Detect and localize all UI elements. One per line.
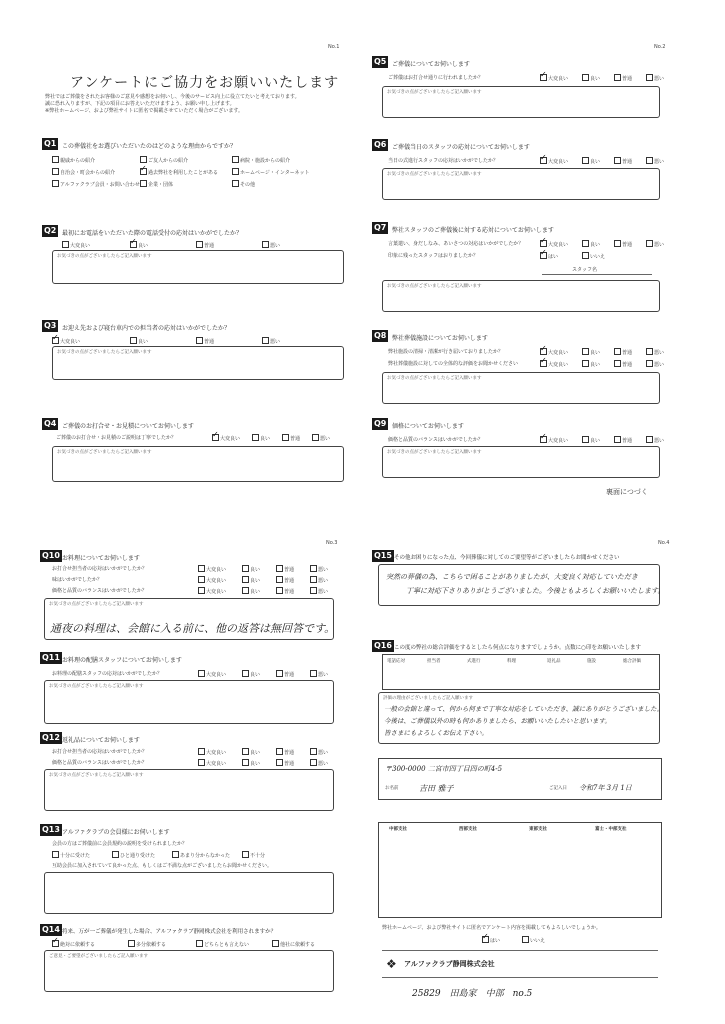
q11-option[interactable]: 大変良い xyxy=(198,670,226,678)
region-header: 富士・中部支社 xyxy=(595,827,627,832)
q12-sub: お打合せ担当者の応対はいかがでしたか？ xyxy=(52,749,148,755)
q16-category: 料理 xyxy=(507,659,516,664)
q10-option[interactable]: 大変良い xyxy=(198,565,226,573)
q7-staff-line xyxy=(542,274,652,275)
q9-option[interactable]: 悪い xyxy=(646,436,664,444)
q10-comment-box[interactable]: お気づきの点がございましたらご記入願います xyxy=(44,598,334,640)
q4-option[interactable]: 普通 xyxy=(282,434,300,442)
q8-option[interactable]: 良い xyxy=(582,348,600,356)
continue-note: 裏面につづく xyxy=(606,488,648,496)
q12-text: 返礼品についてお伺いします xyxy=(62,737,140,744)
q5-sub: ご葬儀はお打合せ通りに行われましたか？ xyxy=(388,75,484,81)
q14-option[interactable]: どちらとも言えない xyxy=(196,940,249,948)
consent-text: 弊社ホームページ、および弊社サイトに匿名でアンケート内容を掲載してもよろしいでしょうか。 xyxy=(382,925,601,931)
page-1 xyxy=(0,0,362,512)
q1-option[interactable]: 親戚からの紹介 xyxy=(52,156,95,164)
q15-text: その他お困りになった点、今回葬儀に対してのご要望等がございましたらお聞かせください xyxy=(394,555,620,561)
q15-handwriting: 丁寧に対応下さりありがとうございました。今後ともよろしくお願いいたします。 xyxy=(406,587,665,595)
q14-comment-box[interactable]: ご意見・ご要望がございましたらご記入願います xyxy=(44,950,334,992)
q5-option[interactable]: 普通 xyxy=(614,74,632,82)
q10-label: Q10 xyxy=(42,551,60,560)
q8-option[interactable]: 普通 xyxy=(614,360,632,368)
q11-text: お料理の配膳スタッフについてお伺いします xyxy=(62,657,182,664)
q14-option[interactable]: 多分依頼する xyxy=(128,940,166,948)
q2-option[interactable]: 悪い xyxy=(262,241,280,249)
q7-option[interactable]: 普通 xyxy=(614,240,632,248)
q12-option[interactable]: 悪い xyxy=(310,759,328,767)
q6-option[interactable]: 悪い xyxy=(646,157,664,165)
q12-option[interactable]: 大変良い xyxy=(198,748,226,756)
date-field[interactable]: 令和7年 3月 1日 xyxy=(579,784,632,792)
q3-option[interactable]: 良い xyxy=(130,337,148,345)
q9-sub: 価格と品質のバランスはいかがでしたか？ xyxy=(388,437,483,443)
q9-label: Q9 xyxy=(374,419,387,428)
consent-option[interactable]: いいえ xyxy=(522,936,545,944)
q6-comment-box[interactable]: お気づきの点がございましたらご記入願います xyxy=(382,168,660,200)
q8-option[interactable]: 良い xyxy=(582,360,600,368)
q15-handwriting: 突然の葬儀の為、こちらで困ることがありましたが、大変良く対応していただき xyxy=(386,573,638,581)
q16-category: 返礼品 xyxy=(547,659,561,664)
q5-option[interactable]: 良い xyxy=(582,74,600,82)
q2-label: Q2 xyxy=(44,226,57,235)
q13-option[interactable]: あまり分からなかった xyxy=(172,851,230,859)
q16-text: この度の弊社の総合評価をするとしたら何点になりますでしょうか。点数に○印をお願いいたします xyxy=(394,645,641,651)
q12-option[interactable]: 普通 xyxy=(276,759,294,767)
q9-text: 価格についてお伺いします xyxy=(392,423,464,430)
q13-text: アルファクラブの会員様にお伺いします xyxy=(62,829,170,836)
q1-option[interactable]: ご友人からの紹介 xyxy=(140,156,188,164)
q10-option[interactable]: 普通 xyxy=(276,576,294,584)
q12-option[interactable]: 良い xyxy=(242,748,260,756)
q4-option[interactable]: 良い xyxy=(252,434,270,442)
q8-text: 弊社葬儀施設についてお伺いします xyxy=(392,335,488,342)
company-logo-icon: ❖ xyxy=(386,957,397,971)
q8-sub2: 弊社葬儀施設に対しての全体的な評価をお聞かせください xyxy=(388,361,519,367)
q10-option[interactable]: 普通 xyxy=(276,587,294,595)
q10-option[interactable]: 大変良い xyxy=(198,587,226,595)
q1-text: この葬儀社をお選びいただいたのはどのような理由からですか？ xyxy=(62,143,236,150)
q11-comment-box[interactable]: お気づきの点がございましたらご記入願います xyxy=(44,680,334,724)
q10-option[interactable]: 悪い xyxy=(310,587,328,595)
q16-category: 総合評価 xyxy=(623,659,641,664)
q13-sub: 互助会員に加入されていて良かった点、もしくはご不満な点がございましたらお聞かせください。 xyxy=(52,863,273,869)
q5-label: Q5 xyxy=(374,57,387,66)
consent-option[interactable]: ✓はい xyxy=(482,936,500,944)
page-2 xyxy=(362,0,725,512)
q7-text: 弊社スタッフのご葬儀後に対する応対についてお伺いします xyxy=(392,227,554,234)
q7-label: Q7 xyxy=(374,223,387,232)
q16-category: 電話応対 xyxy=(387,659,405,664)
q8-option[interactable]: 悪い xyxy=(646,360,664,368)
q11-option[interactable]: 普通 xyxy=(276,670,294,678)
q4-option[interactable]: ✓ 大変良い xyxy=(212,434,240,442)
q7-staff-label: スタッフ名 xyxy=(572,267,598,273)
q1-option[interactable]: アルファクラブ会員・お問い合わせ xyxy=(52,180,140,188)
q8-sub1: 弊社施設の清掃・清潔が行き届いておりましたか？ xyxy=(388,349,504,355)
region-header: 東部支社 xyxy=(529,827,547,832)
q13-sub: 会員の方はご葬儀前に会員規約の説明を受けられましたか？ xyxy=(52,841,188,847)
q12-label: Q12 xyxy=(42,733,60,742)
q10-option[interactable]: 大変良い xyxy=(198,576,226,584)
q2-comment-box[interactable]: お気づきの点がございましたらご記入願います xyxy=(52,250,344,284)
q3-option[interactable]: 普通 xyxy=(196,337,214,345)
page-number: No.1 xyxy=(328,44,340,50)
q15-label: Q15 xyxy=(374,551,392,560)
q3-comment-box[interactable]: お気づきの点がございましたらご記入願います xyxy=(52,346,344,380)
q8-option[interactable]: 普通 xyxy=(614,348,632,356)
region-header: 西部支社 xyxy=(459,827,477,832)
q11-option[interactable]: 悪い xyxy=(310,670,328,678)
q13-option[interactable]: ひと通り受けた xyxy=(112,851,155,859)
date-label: ご記入日 xyxy=(549,786,567,791)
q3-label: Q3 xyxy=(44,321,57,330)
page-number: No.2 xyxy=(654,44,666,50)
q6-sub: 当日の式進行スタッフの応対はいかがでしたか？ xyxy=(388,158,499,164)
page-number: No.3 xyxy=(326,540,338,546)
q7-comment-box[interactable]: お気づきの点がございましたらご記入願います xyxy=(382,280,660,312)
q14-option[interactable]: 他社に依頼する xyxy=(272,940,315,948)
q7-option[interactable]: 良い xyxy=(582,240,600,248)
q8-option[interactable]: ✓ 大変良い xyxy=(540,348,568,356)
q8-option[interactable]: ✓ 大変良い xyxy=(540,360,568,368)
q2-option[interactable]: 大変良い xyxy=(62,241,90,249)
q7-option2[interactable]: ✓ はい xyxy=(540,252,558,260)
q16-category: 施設 xyxy=(587,659,596,664)
page-number: No.4 xyxy=(658,540,670,546)
q12-option[interactable]: 悪い xyxy=(310,748,328,756)
q16-comment-box[interactable]: 評価の理由がございましたらご記入願います xyxy=(378,692,660,744)
bottom-handwriting: 25829 田島家 中部 no.5 xyxy=(412,989,533,999)
q12-option[interactable]: 良い xyxy=(242,759,260,767)
q12-comment-box[interactable]: お気づきの点がございましたらご記入願います xyxy=(44,769,334,811)
q1-label: Q1 xyxy=(44,139,57,148)
q7-option[interactable]: 悪い xyxy=(646,240,664,248)
q6-option[interactable]: 良い xyxy=(582,157,600,165)
region-table xyxy=(378,822,662,918)
q8-label: Q8 xyxy=(374,331,387,340)
q5-option[interactable]: 悪い xyxy=(646,74,664,82)
q1-option[interactable]: ✓ 過去弊社を利用したことがある xyxy=(140,168,218,176)
q2-text: 最初にお電話をいただいた際の電話受付の応対はいかがでしたか？ xyxy=(62,230,243,237)
q10-option[interactable]: 普通 xyxy=(276,565,294,573)
q11-option[interactable]: 良い xyxy=(242,670,260,678)
q6-text: ご葬儀当日のスタッフの応対についてお伺いします xyxy=(392,144,530,151)
q7-sub2: 印象に残ったスタッフはおりましたか？ xyxy=(388,253,479,259)
q3-option[interactable]: ✓大変良い xyxy=(52,337,80,345)
q11-sub: お料理の配膳スタッフの応対はいかがでしたか？ xyxy=(52,671,163,677)
q14-label: Q14 xyxy=(42,925,60,934)
q9-option[interactable]: ✓ 大変良い xyxy=(540,436,568,444)
q10-sub: 味はいかがでしたか？ xyxy=(52,577,103,583)
contact-box xyxy=(378,758,662,800)
q4-label: Q4 xyxy=(44,419,57,428)
q10-option[interactable]: 良い xyxy=(242,587,260,595)
q15-comment-box[interactable] xyxy=(378,564,660,606)
q4-comment-box[interactable]: お気づきの点がございましたらご記入願います xyxy=(52,446,344,482)
region-header: 中部支社 xyxy=(389,827,407,832)
q13-option[interactable]: 不十分 xyxy=(242,851,265,859)
q10-option[interactable]: 良い xyxy=(242,576,260,584)
q5-text: ご葬儀についてお伺いします xyxy=(392,61,470,68)
q16-handwriting: 一般の会館と違って、何から何まで丁寧な対応をしていただき、誠にありがとうございました。 xyxy=(384,705,664,713)
q10-option[interactable]: 良い xyxy=(242,565,260,573)
q10-sub: 価格と品質のバランスはいかがでしたか？ xyxy=(52,588,147,594)
q16-score-table xyxy=(382,654,660,690)
q14-text: 将来、万が一ご葬儀が発生した場合、アルファクラブ静岡株式会社を利用されますか？ xyxy=(62,929,277,935)
page-3 xyxy=(0,512,362,1024)
q7-option2[interactable]: いいえ xyxy=(582,252,605,260)
q16-handwriting: 今後は、ご葬儀以外の時も何かありましたら、お願いいたしたいと思います。 xyxy=(384,717,611,725)
q12-option[interactable]: 大変良い xyxy=(198,759,226,767)
q3-option[interactable]: 悪い xyxy=(262,337,280,345)
q10-sub: お打合せ担当者の応対はいかがでしたか？ xyxy=(52,566,148,572)
q9-comment-box[interactable]: お気づきの点がございましたらご記入願います xyxy=(382,446,660,478)
q4-sub: ご葬儀のお打合せ・お見積のご説明は丁寧でしたか？ xyxy=(56,435,177,441)
q9-option[interactable]: 良い xyxy=(582,436,600,444)
q1-option[interactable]: 企業・団体 xyxy=(140,180,173,188)
q13-label: Q13 xyxy=(42,825,60,834)
q10-handwriting: 通夜の料理は、会館に入る前に、他の返答は無回答です。 xyxy=(50,622,336,635)
q4-option[interactable]: 悪い xyxy=(312,434,330,442)
name-field[interactable]: 吉田 雅子 xyxy=(419,784,454,793)
q2-option[interactable]: ✓ 良い xyxy=(130,241,148,249)
q8-option[interactable]: 悪い xyxy=(646,348,664,356)
q3-text: お迎え先および寝台車内での担当者の応対はいかがでしたか？ xyxy=(62,325,231,332)
q10-option[interactable]: 悪い xyxy=(310,576,328,584)
q12-sub: 価格と品質のバランスはいかがでしたか？ xyxy=(52,760,147,766)
q16-handwriting: 皆さまにもよろしくお伝え下さい。 xyxy=(384,729,488,737)
q1-option[interactable]: 自治会・町会からの紹介 xyxy=(52,168,115,176)
q4-text: ご葬儀のお打合せ・お見積についてお伺いします xyxy=(62,423,194,430)
name-label: お名前 xyxy=(385,786,399,791)
q16-label: Q16 xyxy=(374,641,392,650)
page-4 xyxy=(362,512,725,1024)
q9-option[interactable]: 普通 xyxy=(614,436,632,444)
q16-category: 式進行 xyxy=(467,659,481,664)
intro-text: 弊社ではご葬儀をされたお客様のご意見や感想をお伺いし、今後のサービス向上に役立てたいと考えております。 誠に恐れ入りますが、下記の項目にお答えいただけますよう、お願い申し上げます。 ※弊社ホームページ、および弊社サイトに匿名で掲載させていただく場合がございます。 xyxy=(45,94,300,114)
q7-sub1: 言葉遣い、身だしなみ、あいさつの対応はいかがでしたか？ xyxy=(388,241,524,247)
q6-label: Q6 xyxy=(374,140,387,149)
q1-option[interactable]: 病院・施設からの紹介 xyxy=(232,156,290,164)
q6-option[interactable]: 普通 xyxy=(614,157,632,165)
q5-option[interactable]: ✓ 大変良い xyxy=(540,74,568,82)
address-field[interactable]: 〒300-0000 二宮市四丁目四の町4-5 xyxy=(385,765,503,773)
q5-comment-box[interactable]: お気づきの点がございましたらご記入願います xyxy=(382,86,660,118)
q13-comment-box[interactable] xyxy=(44,872,334,914)
q10-text: お料理についてお伺いします xyxy=(62,555,140,562)
q14-option[interactable]: ✓絶対に依頼する xyxy=(52,940,95,948)
q6-option[interactable]: ✓ 大変良い xyxy=(540,157,568,165)
q1-option[interactable]: ホームページ・インターネット xyxy=(232,168,309,176)
q16-category: 担当者 xyxy=(427,659,441,664)
q13-option[interactable]: 十分に受けた xyxy=(52,851,90,859)
q10-option[interactable]: 悪い xyxy=(310,565,328,573)
q2-option[interactable]: 普通 xyxy=(196,241,214,249)
q11-label: Q11 xyxy=(42,653,60,662)
company-name: アルファクラブ静岡株式会社 xyxy=(404,960,495,968)
company-footer xyxy=(382,950,658,978)
q8-comment-box[interactable]: お気づきの点がございましたらご記入願います xyxy=(382,372,660,404)
q1-option[interactable]: その他 xyxy=(232,180,255,188)
page-title: アンケートにご協力をお願いいたします xyxy=(70,75,340,91)
q7-option[interactable]: ✓ 大変良い xyxy=(540,240,568,248)
q12-option[interactable]: 普通 xyxy=(276,748,294,756)
